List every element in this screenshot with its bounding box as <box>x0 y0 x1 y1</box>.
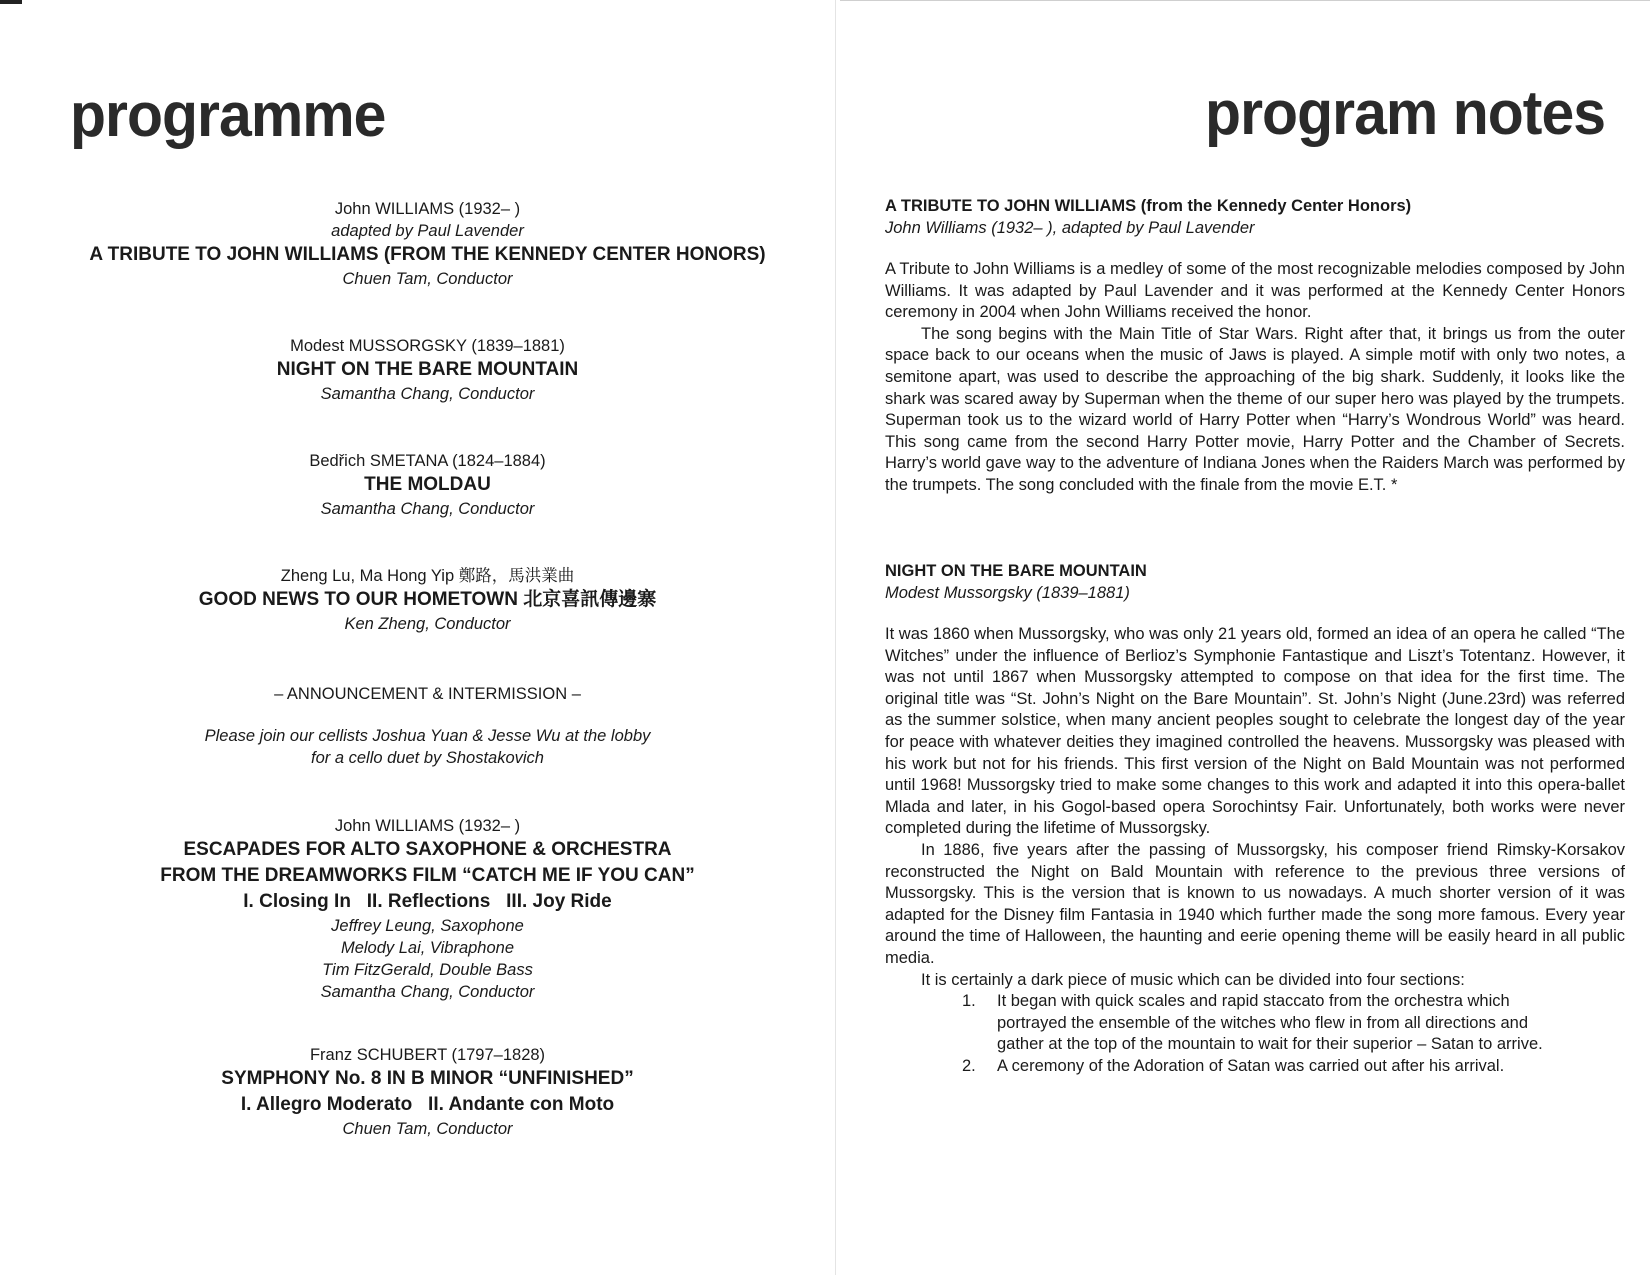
note-paragraph: It is certainly a dark piece of music which can be divided into four sections: <box>921 970 1465 989</box>
programme-item <box>70 450 785 520</box>
work-movements: I. Closing In II. Reflections III. Joy Ride <box>243 891 612 912</box>
composer: John WILLIAMS (1932– ) <box>334 200 521 218</box>
program-notes-page <box>835 0 1650 1275</box>
intermission-label: – ANNOUNCEMENT & INTERMISSION – <box>274 685 581 703</box>
intermission-note: for a cello duet by Shostakovich <box>311 749 544 767</box>
performer: Samantha Chang, Conductor <box>320 385 535 403</box>
note-paragraph: A Tribute to John Williams is a medley of some of the most recognizable melodies composed by John Williams. It was adapted by Paul Lavender and it was performed at the Kennedy Center Honors ceremony in 2004 when John Williams received the honor. <box>885 260 1625 322</box>
note-paragraph: It was 1860 when Mussorgsky, who was only 21 years old, formed an idea of an opera he called “The Witches” under the influence of Berlioz’s Symphonie Fantastique and Liszt’s Totentanz. However, it was not until 1867 when Mussorgsky attempted to compose on that idea for the first time. The original title was “St. John’s Night on the Bare Mountain”. St. John’s Night (June.23rd) was referred as the summer solstice, when many ancient peoples sought to celebrate the longest day of the year for peace with whatever deities they imagined controlled the heavens. Mussorgsky was pleased with his work but not for his friends. This first version of the Night on Bald Mountain was not performed until 1968! Mussorgsky tried to make some changes to this work and adapted it into this opera-ballet Mlada and later, in his Gogol-based opera Sorochintsy Fair. Unfortunately, both works were never completed during the lifetime of Mussorgsky. <box>885 625 1625 838</box>
work-title: ESCAPADES FOR ALTO SAXOPHONE & ORCHESTRA <box>183 839 672 860</box>
programme-item <box>70 1044 785 1140</box>
composer: Zheng Lu, Ma Hong Yip 鄭路，馬洪業曲 <box>280 567 575 585</box>
programme-item <box>70 335 785 405</box>
list-number: 2. <box>962 1056 976 1075</box>
list-text: A ceremony of the Adoration of Satan was carried out after his arrival. <box>997 1056 1505 1075</box>
note-heading: NIGHT ON THE BARE MOUNTAIN <box>885 562 1147 580</box>
note-subheading: John Williams (1932– ), adapted by Paul Lavender <box>885 219 1255 237</box>
work-movements: I. Allegro Moderato II. Andante con Moto <box>240 1094 615 1115</box>
work-title: THE MOLDAU <box>364 474 491 495</box>
performer: Samantha Chang, Conductor <box>320 983 535 1001</box>
performer: Jeffrey Leung, Saxophone <box>331 917 524 935</box>
work-title: NIGHT ON THE BARE MOUNTAIN <box>276 359 579 380</box>
programme-item <box>70 565 785 635</box>
work-title: GOOD NEWS TO OUR HOMETOWN 北京喜訊傳邊寨 <box>198 589 657 610</box>
note-heading: A TRIBUTE TO JOHN WILLIAMS (from the Kennedy Center Honors) <box>885 197 1412 215</box>
note-section <box>885 560 1625 1077</box>
composer: Franz SCHUBERT (1797–1828) <box>309 1046 546 1064</box>
performer: Ken Zheng, Conductor <box>344 615 511 633</box>
composer: John WILLIAMS (1932– ) <box>334 817 521 835</box>
list-item <box>885 991 1625 1056</box>
performer: Chuen Tam, Conductor <box>342 270 513 288</box>
program-notes-title: program notes <box>1204 79 1605 148</box>
composer: Modest MUSSORGSKY (1839–1881) <box>290 337 565 355</box>
performer: Tim FitzGerald, Double Bass <box>322 961 533 979</box>
performer: Chuen Tam, Conductor <box>342 1120 513 1138</box>
programme-title: programme <box>70 81 386 150</box>
note-paragraph: The song begins with the Main Title of Star Wars. Right after that, it brings us from the outer space back to our oceans when the music of Jaws is played. A simple motif with only two notes, a semitone apart, was used to describe the approaching of the big shark. Suddenly, it looks like the shark was scared away by Superman when the theme of our super hero was played by the trumpets. Superman took us to the wizard world of Harry Potter when “Harry’s Wondrous World” was heard. This song came from the second Harry Potter movie, Harry Potter and the Chamber of Secrets. Harry’s world gave way to the adventure of Indiana Jones when the Raiders March was performed by the trumpets. The song concluded with the finale from the movie E.T. * <box>885 324 1625 494</box>
adaptation: adapted by Paul Lavender <box>331 222 524 240</box>
list-item <box>885 1056 1625 1078</box>
performer: Samantha Chang, Conductor <box>320 500 535 518</box>
note-subheading: Modest Mussorgsky (1839–1881) <box>885 584 1130 602</box>
note-list <box>885 991 1625 1077</box>
work-title: SYMPHONY No. 8 IN B MINOR “UNFINISHED” <box>221 1068 634 1089</box>
intermission-note: Please join our cellists Joshua Yuan & Jesse Wu at the lobby <box>204 727 651 745</box>
intermission-block <box>70 683 785 769</box>
programme-item <box>70 198 785 290</box>
programme-item <box>70 815 785 1003</box>
work-title: FROM THE DREAMWORKS FILM “CATCH ME IF YOU CAN” <box>160 865 695 886</box>
work-title: A TRIBUTE TO JOHN WILLIAMS (FROM THE KENNEDY CENTER HONORS) <box>89 244 766 265</box>
list-number: 1. <box>962 992 976 1011</box>
list-text: It began with quick scales and rapid staccato from the orchestra which portrayed the ensemble of the witches who flew in from all directions and gather at the top of the mountain to wait for their superior – Satan to arrive. <box>997 992 1543 1054</box>
note-section <box>885 195 1625 497</box>
performer: Melody Lai, Vibraphone <box>340 939 515 957</box>
composer: Bedřich SMETANA (1824–1884) <box>309 452 546 470</box>
note-paragraph: In 1886, five years after the passing of Mussorgsky, his composer friend Rimsky-Korsakov reconstructed the Night on Bald Mountain with reference to the previous three versions of Mussorgsky. This is the version that is known to us nowadays. A much shorter version of it was adapted for the Disney film Fantasia in 1940 which further made the song more famous. Every year around the time of Halloween, the haunting and eerie opening theme will be easily heard in all public media. <box>885 840 1625 967</box>
